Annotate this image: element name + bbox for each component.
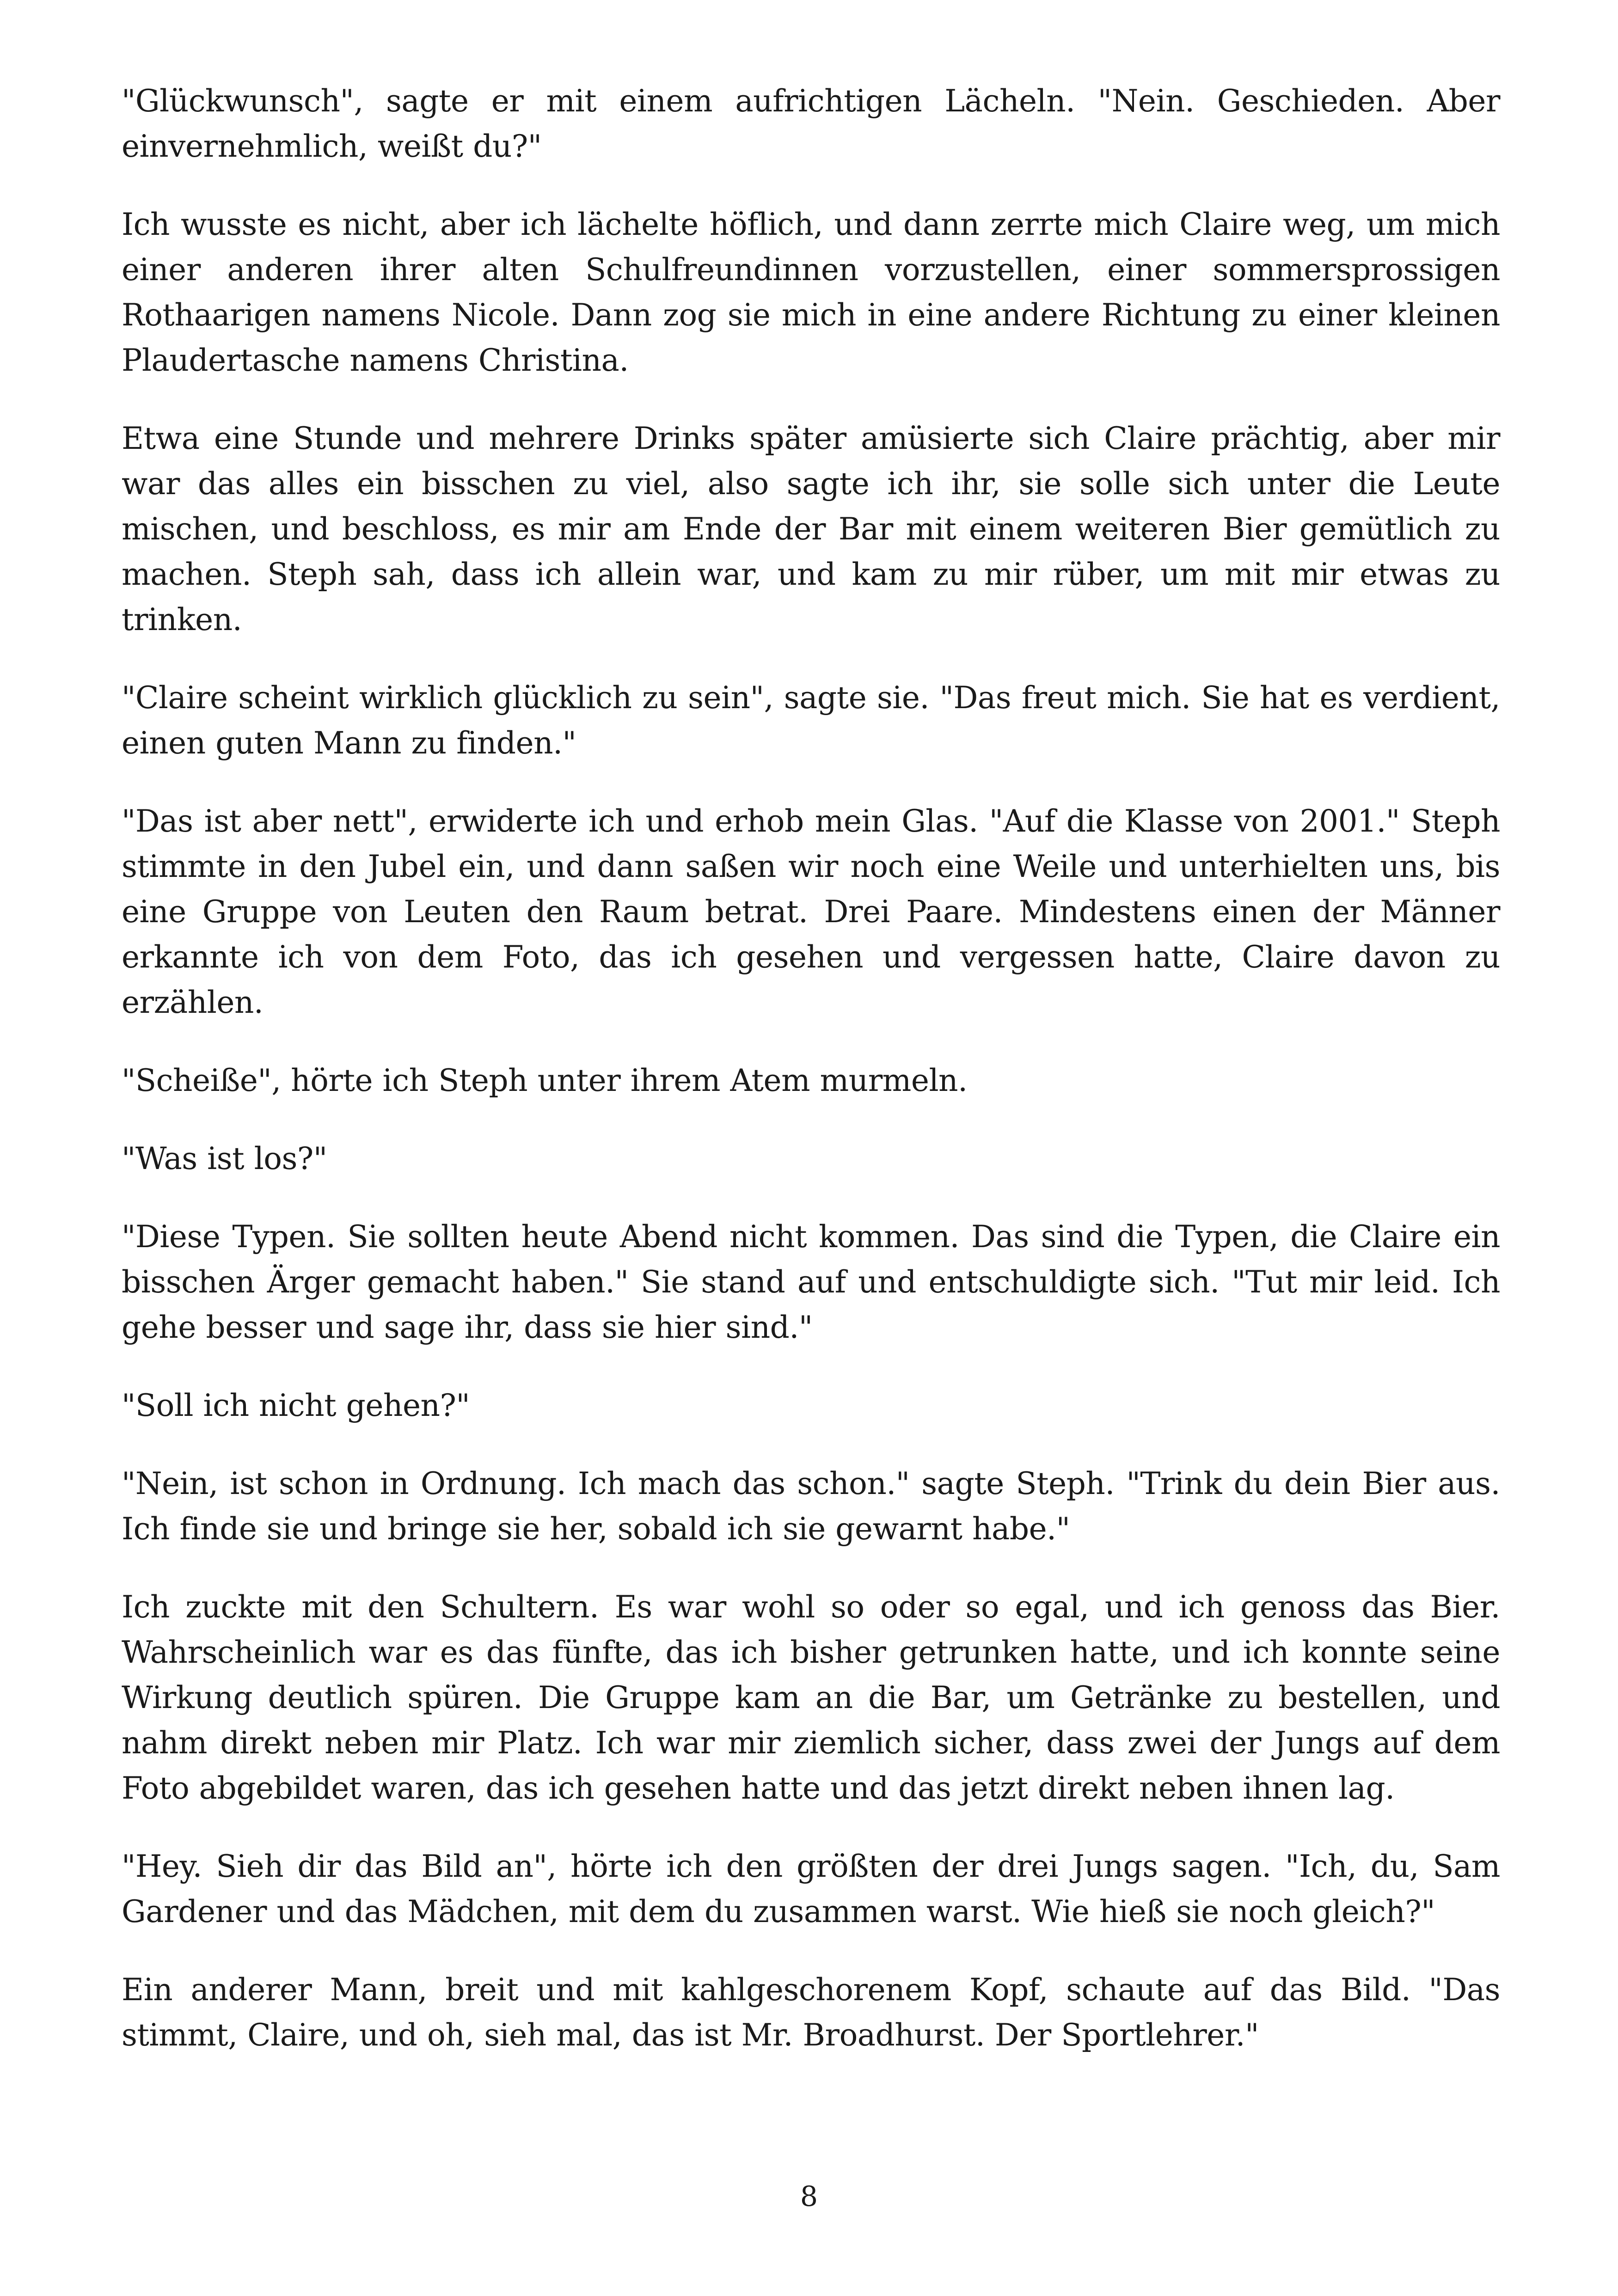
paragraph-8: "Diese Typen. Sie sollten heute Abend nicht kommen. Das sind die Typen, die Claire ein bisschen Ärger gemacht haben." Sie stand auf und entschuldigte sich. "Tut mir leid. Ich gehe besser und sage ihr, dass sie hier sind." <box>122 1219 1500 1345</box>
paragraph-1: "Glückwunsch", sagte er mit einem aufrichtigen Lächeln. "Nein. Geschieden. Aber einvernehmlich, weißt du?" <box>122 83 1500 164</box>
paragraph-6: "Scheiße", hörte ich Steph unter ihrem Atem murmeln. <box>122 1063 968 1098</box>
page-number: 8 <box>800 2180 818 2213</box>
paragraph-4: "Claire scheint wirklich glücklich zu sein", sagte sie. "Das freut mich. Sie hat es verdient, einen guten Mann zu finden." <box>122 680 1500 761</box>
paragraph-3: Etwa eine Stunde und mehrere Drinks später amüsierte sich Claire prächtig, aber mir war das alles ein bisschen zu viel, also sagte ich ihr, sie solle sich unter die Leute mischen, und beschloss, es mir am Ende der Bar mit einem weiteren Bier gemütlich zu machen. Steph sah, dass ich allein war, und kam zu mir rüber, um mit mir etwas zu trinken. <box>122 421 1500 637</box>
paragraph-7: "Was ist los?" <box>122 1141 327 1176</box>
paragraph-5: "Das ist aber nett", erwiderte ich und erhob mein Glas. "Auf die Klasse von 2001." Steph stimmte in den Jubel ein, und dann saßen wir noch eine Weile und unterhielten uns, bis eine Gruppe von Leuten den Raum betrat. Drei Paare. Mindestens einen der Männer erkannte ich von dem Foto, das ich gesehen und vergessen hatte, Claire davon zu erzählen. <box>122 803 1500 1020</box>
paragraph-10: "Nein, ist schon in Ordnung. Ich mach das schon." sagte Steph. "Trink du dein Bier aus. Ich finde sie und bringe sie her, sobald ich sie gewarnt habe." <box>122 1466 1500 1547</box>
paragraph-13: Ein anderer Mann, breit und mit kahlgeschorenem Kopf, schaute auf das Bild. "Das stimmt, Claire, und oh, sieh mal, das ist Mr. Broadhurst. Der Sportlehrer." <box>122 1972 1500 2053</box>
paragraph-11: Ich zuckte mit den Schultern. Es war wohl so oder so egal, und ich genoss das Bier. Wahrscheinlich war es das fünfte, das ich bisher getrunken hatte, und ich konnte seine Wirkung deutlich spüren. Die Gruppe kam an die Bar, um Getränke zu bestellen, und nahm direkt neben mir Platz. Ich war mir ziemlich sicher, dass zwei der Jungs auf dem Foto abgebildet waren, das ich gesehen hatte und das jetzt direkt neben ihnen lag. <box>122 1589 1500 1806</box>
page-body <box>122 79 1500 2058</box>
paragraph-2: Ich wusste es nicht, aber ich lächelte höflich, und dann zerrte mich Claire weg, um mich einer anderen ihrer alten Schulfreundinnen vorzustellen, einer sommersprossigen Rothaarigen namens Nicole. Dann zog sie mich in eine andere Richtung zu einer kleinen Plaudertasche namens Christina. <box>122 207 1500 378</box>
paragraph-12: "Hey. Sieh dir das Bild an", hörte ich den größten der drei Jungs sagen. "Ich, du, Sam Gardener und das Mädchen, mit dem du zusammen warst. Wie hieß sie noch gleich?" <box>122 1849 1500 1929</box>
paragraph-9: "Soll ich nicht gehen?" <box>122 1388 470 1423</box>
